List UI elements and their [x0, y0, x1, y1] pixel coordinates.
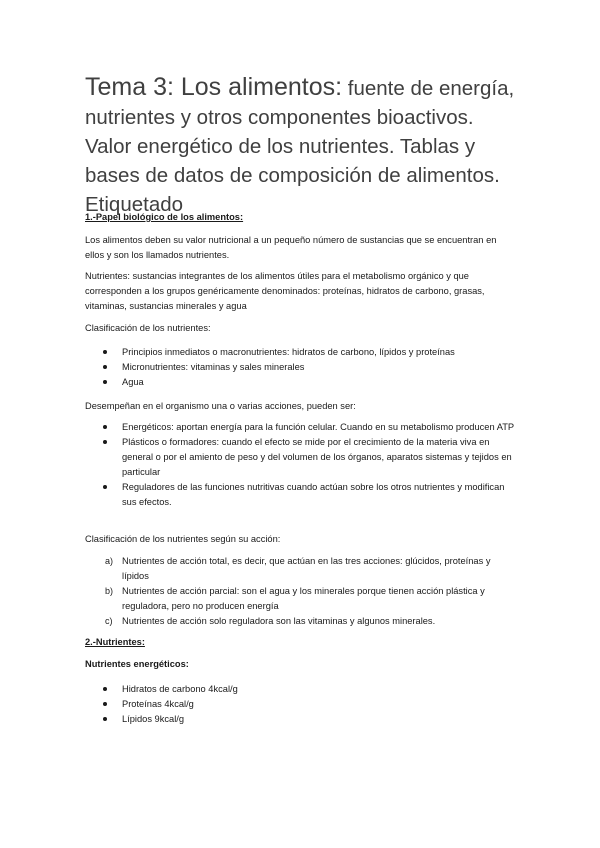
- list-item-text: Plásticos o formadores: cuando el efecto se mide por el crecimiento de la materia viva en general o por el amiento de peso y del volumen de los órganos, aparatos sistemas y tejidos en particular: [122, 437, 512, 477]
- section-1-heading: 1.-Papel biológico de los alimentos:: [85, 212, 244, 222]
- paragraph-3: Clasificación de los nutrientes:: [85, 323, 211, 333]
- bullet-icon: [103, 485, 107, 489]
- list-item-text: Reguladores de las funciones nutritivas cuando actúan sobre los otros nutrientes y modifican sus efectos.: [122, 482, 505, 507]
- list-marker: a): [105, 556, 114, 566]
- bullet-icon: [103, 380, 107, 384]
- list-item-text: Proteínas 4kcal/g: [122, 699, 194, 709]
- list-item-text: Nutrientes de acción parcial: son el agua y los minerales porque tienen acción plástica y reguladora, pero no producen energía: [122, 586, 485, 611]
- bullet-icon: [103, 350, 107, 354]
- bullet-icon: [103, 365, 107, 369]
- section-2-heading: 2.-Nutrientes:: [85, 637, 145, 647]
- bullet-icon: [103, 702, 107, 706]
- bullet-icon: [103, 687, 107, 691]
- list-item: [122, 712, 517, 727]
- action-types-list: [105, 554, 517, 629]
- title-rest: fuente de energía, nutrientes y otros componentes bioactivos. Valor energético de los nutrientes. Tablas y bases de datos de composición de alimentos. Etiquetado: [85, 77, 515, 216]
- list-item: [122, 682, 517, 697]
- list-item-text: Agua: [122, 377, 144, 387]
- list-item: [122, 375, 522, 390]
- list-item: [122, 480, 517, 510]
- bullet-icon: [103, 717, 107, 721]
- paragraph-1: Los alimentos deben su valor nutricional a un pequeño número de sustancias que se encuentran en ellos y son los llamados nutrientes.: [85, 235, 497, 260]
- list-item: [105, 554, 517, 584]
- actions-list: [122, 420, 517, 510]
- paragraph-4: Desempeñan en el organismo una o varias acciones, pueden ser:: [85, 401, 356, 411]
- list-item-text: Principios inmediatos o macronutrientes: hidratos de carbono, lípidos y proteínas: [122, 347, 455, 357]
- energy-nutrients-list: [122, 682, 517, 727]
- bullet-icon: [103, 440, 107, 444]
- list-item-text: Nutrientes de acción total, es decir, que actúan en las tres acciones: glúcidos, proteínas y lípidos: [122, 556, 491, 581]
- list-item-text: Energéticos: aportan energía para la función celular. Cuando en su metabolismo producen ATP: [122, 422, 515, 432]
- list-item-text: Lípidos 9kcal/g: [122, 714, 185, 724]
- list-item: [122, 697, 517, 712]
- nutrient-classification-list: [122, 345, 522, 390]
- page-title: [85, 73, 525, 219]
- list-item: [122, 345, 522, 360]
- list-item: [122, 435, 517, 480]
- bullet-icon: [103, 425, 107, 429]
- list-item: [105, 584, 517, 614]
- paragraph-2: Nutrientes: sustancias integrantes de los alimentos útiles para el metabolismo orgánico y que corresponden a los grupos genéricamente denominados: proteínas, hidratos de carbono, grasas, vitaminas, sustancias minerales y agua: [85, 271, 485, 311]
- paragraph-5: Clasificación de los nutrientes según su acción:: [85, 534, 281, 544]
- list-item: [122, 420, 517, 435]
- list-item-text: Micronutrientes: vitaminas y sales minerales: [122, 362, 305, 372]
- list-item: [122, 360, 522, 375]
- list-marker: b): [105, 586, 114, 596]
- title-lead: Tema 3: Los alimentos:: [85, 73, 343, 101]
- energy-nutrients-subheading: Nutrientes energéticos:: [85, 659, 189, 669]
- list-marker: c): [105, 616, 113, 626]
- list-item-text: Nutrientes de acción solo reguladora son las vitaminas y algunos minerales.: [122, 616, 436, 626]
- list-item: [105, 614, 517, 629]
- list-item-text: Hidratos de carbono 4kcal/g: [122, 684, 238, 694]
